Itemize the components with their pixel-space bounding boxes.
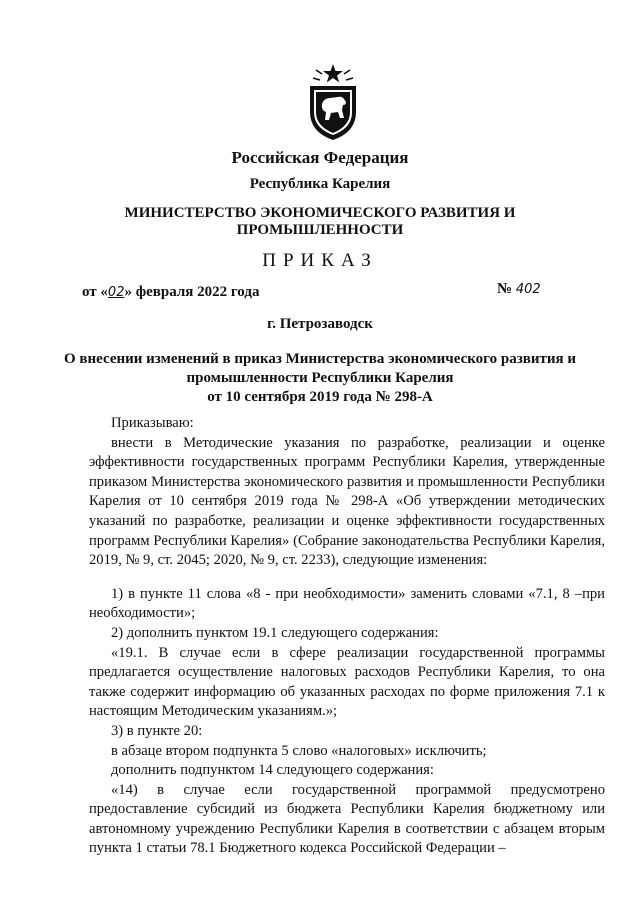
title-line-3: от 10 сентября 2019 года № 298-А [207,389,433,405]
body-paragraph: «19.1. В случае если в сфере реализации государственной программы предлагается осуществление налоговых расходов Республики Карелия, то она также содержит информацию об указанных расходах по форме приложения 7.1 к настоящим Методическим указаниям.»; [89,644,605,720]
body-paragraph: в абзаце втором подпункта 5 слово «налоговых» исключить; [111,742,487,759]
ministry-heading [0,205,640,239]
document-type-heading: ПРИКАЗ [262,250,378,271]
body-paragraph: дополнить подпунктом 14 следующего содержания: [111,762,434,779]
body-paragraph: «14) в случае если государственной программой предусмотрено предоставление субсидий из бюджета Республики Карелия бюджетному или автономному учреждению Республики Карелия в соответствии с абзацем вторым пункта 1 статьи 78.1 Бюджетного кодекса Российской Федерации – [89,781,605,857]
order-date [82,284,259,301]
body-paragraph: Приказываю: [111,415,194,431]
number-label: № [497,281,513,297]
date-day-handwritten: 02 [107,285,125,300]
title-line-1: О внесении изменений в приказ Министерства экономического развития и [63,351,576,367]
body-paragraph: внести в Методические указания по разработке, реализации и оценке эффективности государственных программ Республики Карелия, утвержденные приказом Министерства экономического развития и промышленности Республики Карелия от 10 сентября 2019 года № 298-А «Об утверждении методических указаний по разработке, реализации и оценке эффективности государственных программ Республики Карелия» (Собрание законодательства Республики Карелия, 2019, № 9, ст. 2045; 2020, № 9, ст. 2233), следующие изменения: [89,434,605,569]
ministry-line-1: МИНИСТЕРСТВО ЭКОНОМИЧЕСКОГО РАЗВИТИЯ И [124,205,516,221]
order-number [497,281,541,298]
city-line: г. Петрозаводск [267,316,373,332]
number-handwritten: 402 [515,282,541,297]
title-line-2: промышленности Республики Карелия [186,370,454,386]
order-title [0,350,640,407]
ministry-line-2: ПРОМЫШЛЕННОСТИ [236,222,404,238]
region-heading: Республика Карелия [249,176,391,192]
body-paragraph: 1) в пункте 11 слова «8 - при необходимости» заменить словами «7.1, 8 –при необходимости»; [89,585,605,622]
body-paragraph: 2) дополнить пунктом 19.1 следующего содержания: [111,624,439,641]
paragraph-spacer [89,571,605,585]
order-body [89,414,605,859]
country-heading: Российская Федерация [231,148,409,167]
date-suffix: » февраля 2022 года [124,284,260,300]
body-paragraph: 3) в пункте 20: [111,722,203,739]
karelia-coat-of-arms-icon [302,62,364,142]
date-prefix: от « [82,284,108,300]
